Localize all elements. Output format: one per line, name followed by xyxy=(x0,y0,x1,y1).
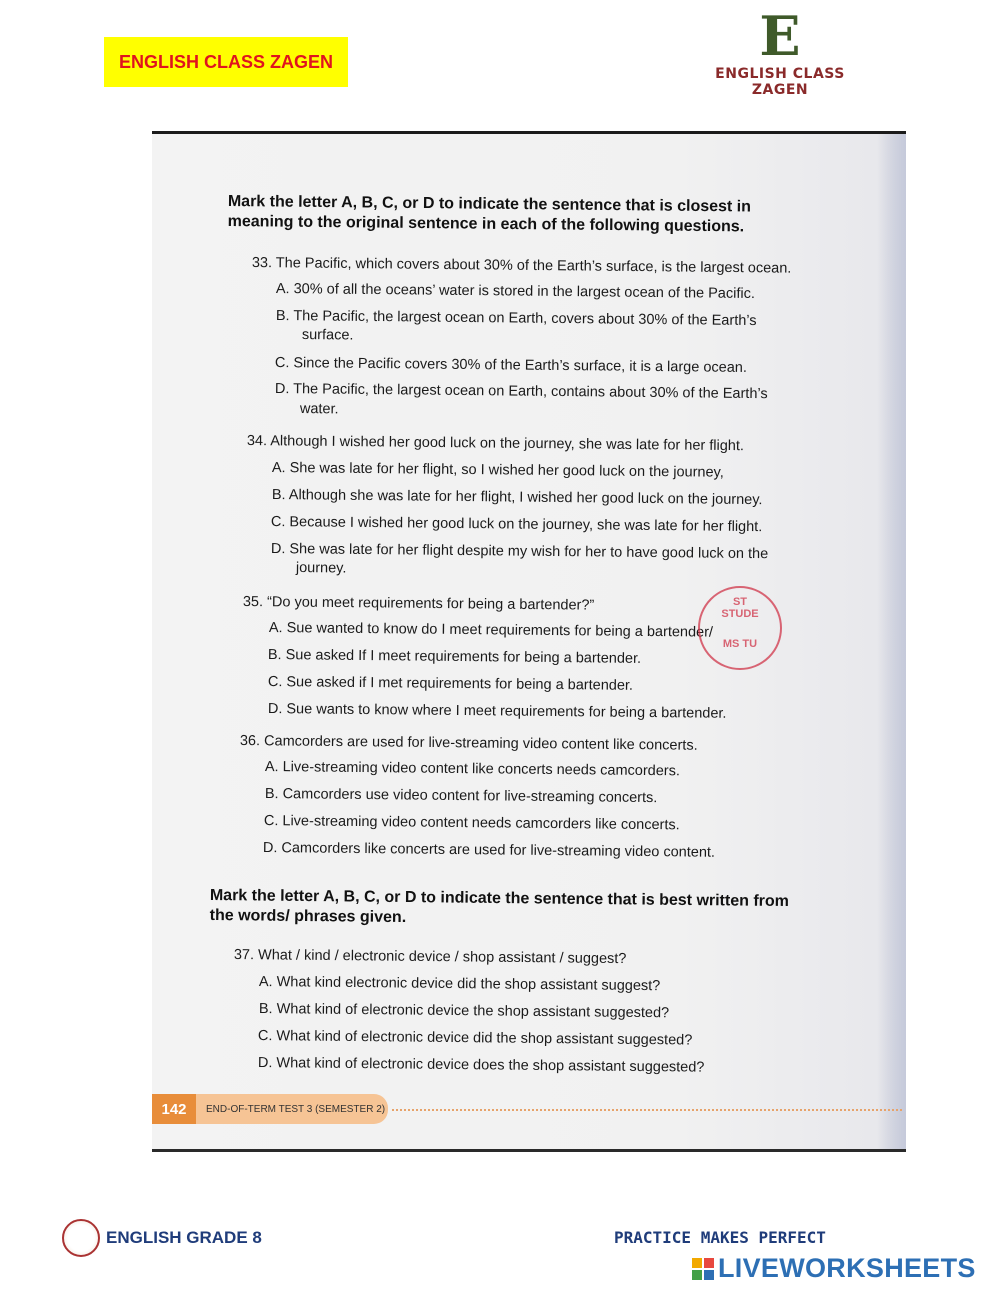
question-35: 35. “Do you meet requirements for being a bartender?” xyxy=(242,593,595,614)
option-33d-cont: water. xyxy=(299,400,339,418)
ownership-stamp xyxy=(698,586,782,670)
instruction-line: meaning to the original sentence in each of the following questions. xyxy=(227,212,745,236)
option-33a: A. 30% of all the oceans’ water is stored in the largest ocean of the Pacific. xyxy=(275,280,755,303)
header-badge: ENGLISH CLASS ZAGEN xyxy=(104,37,348,87)
school-logo-icon xyxy=(62,1219,100,1257)
section2-instruction xyxy=(210,886,789,932)
page-footer xyxy=(152,1094,906,1126)
stamp-line: MS TU xyxy=(722,638,758,650)
brand-logo xyxy=(695,4,865,98)
option-34d-cont: journey. xyxy=(295,559,347,577)
question-36: 36. Camcorders are used for live-streaming video content like concerts. xyxy=(239,732,698,754)
option-34c: C. Because I wished her good luck on the journey, she was late for her flight. xyxy=(270,513,763,536)
option-33b: B. The Pacific, the largest ocean on Earth, covers about 30% of the Earth’s xyxy=(275,307,757,330)
option-35d: D. Sue wants to know where I meet requirements for being a bartender. xyxy=(267,700,727,722)
brand-logo-text: ENGLISH CLASS ZAGEN xyxy=(715,66,845,98)
test-label: END-OF-TERM TEST 3 (SEMESTER 2) xyxy=(196,1094,388,1124)
grade-label: ENGLISH GRADE 8 xyxy=(106,1228,262,1247)
option-34b: B. Although she was late for her flight, I wished her good luck on the journey. xyxy=(271,486,763,509)
option-37c: C. What kind of electronic device did the shop assistant suggested? xyxy=(257,1028,693,1049)
stamp-line: ST xyxy=(732,596,748,608)
option-37b: B. What kind of electronic device the shop assistant suggested? xyxy=(258,1000,670,1022)
scanned-worksheet-page xyxy=(152,131,906,1152)
liveworksheets-icon xyxy=(692,1258,714,1280)
liveworksheets-text: LIVEWORKSHEETS xyxy=(718,1253,976,1283)
page-number: 142 xyxy=(152,1094,196,1124)
option-34d: D. She was late for her flight despite my wish for her to have good luck on the xyxy=(270,540,769,563)
option-35b: B. Sue asked If I meet requirements for being a bartender. xyxy=(267,646,642,667)
option-33b-cont: surface. xyxy=(301,326,354,344)
option-36c: C. Live-streaming video content needs camcorders like concerts. xyxy=(263,812,680,834)
instruction-line: Mark the letter A, B, C, or D to indicate the sentence that is best written from xyxy=(209,886,790,911)
liveworksheets-brand[interactable] xyxy=(692,1253,976,1284)
option-37d: D. What kind of electronic device does the shop assistant suggested? xyxy=(257,1055,705,1076)
page-gutter-shadow xyxy=(878,134,906,1149)
brand-logo-mark: E xyxy=(759,4,801,68)
option-35c: C. Sue asked if I met requirements for being a bartender. xyxy=(267,673,634,694)
option-34a: A. She was late for her flight, so I wished her good luck on the journey, xyxy=(271,459,724,481)
section1-instruction xyxy=(228,192,751,237)
option-37a: A. What kind electronic device did the shop assistant suggest? xyxy=(258,973,661,995)
option-35a: A. Sue wanted to know do I meet requirements for being a bartender/ xyxy=(268,619,714,641)
option-36b: B. Camcorders use video content for live-streaming concerts. xyxy=(264,785,658,807)
instruction-line: Mark the letter A, B, C, or D to indicate the sentence that is closest in xyxy=(227,192,752,216)
option-33c: C. Since the Pacific covers 30% of the Earth’s surface, it is a large ocean. xyxy=(274,354,747,376)
instruction-line: the words/ phrases given. xyxy=(209,906,407,927)
stamp-line: STUDE xyxy=(721,608,759,620)
option-36a: A. Live-streaming video content like concerts needs camcorders. xyxy=(264,758,681,780)
dotted-rule xyxy=(392,1109,902,1111)
option-36d: D. Camcorders like concerts are used for live-streaming video content. xyxy=(262,839,716,861)
footer-grade xyxy=(62,1219,262,1257)
question-33: 33. The Pacific, which covers about 30% of the Earth’s surface, is the largest ocean. xyxy=(251,254,792,277)
motto: PRACTICE MAKES PERFECT xyxy=(614,1228,826,1247)
question-34: 34. Although I wished her good luck on the journey, she was late for her flight. xyxy=(246,432,745,455)
option-33d: D. The Pacific, the largest ocean on Earth, contains about 30% of the Earth’s xyxy=(274,380,768,403)
question-37: 37. What / kind / electronic device / shop assistant / suggest? xyxy=(233,946,627,968)
